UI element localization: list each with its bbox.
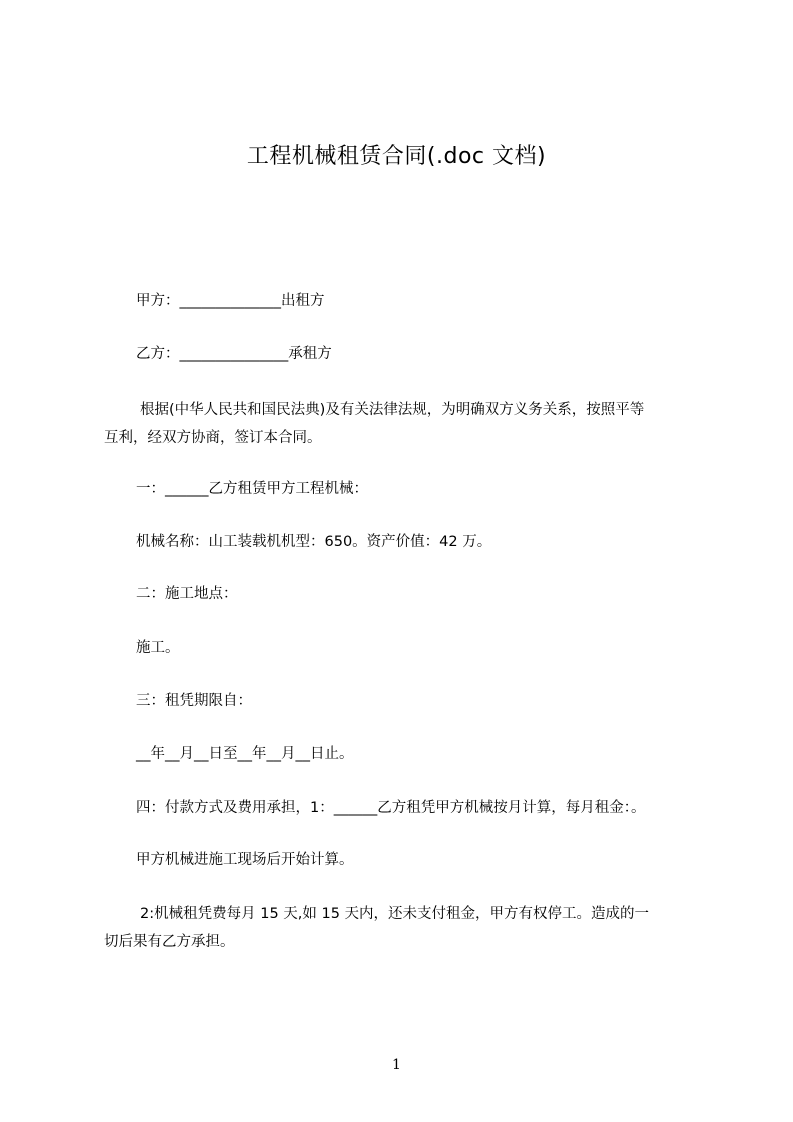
clause-2-line-2: 切后果有乙方承担。 (104, 934, 235, 950)
section-3-heading: 三：租凭期限自： (136, 693, 252, 709)
page-number: 1 (392, 1057, 401, 1073)
section-2-heading: 二：施工地点： (136, 586, 238, 602)
section-4-heading: 四：付款方式及费用承担，1：______乙方租凭甲方机械按月计算，每月租金：。 (136, 800, 646, 816)
clause-2-line-1: 2:机械租凭费每月 15 天,如 15 天内，还未支付租金，甲方有权停工。造成的一 (140, 906, 650, 922)
intro-paragraph-line-2: 互利，经双方协商，签订本合同。 (104, 430, 322, 446)
section-1-heading: 一：______乙方租赁甲方工程机械： (136, 481, 368, 497)
construction-line: 施工。 (136, 640, 180, 656)
rental-period-line: __年__月__日至__年__月__日止。 (136, 746, 354, 762)
intro-paragraph-line-1: 根据(中华人民共和国民法典)及有关法律法规，为明确双方义务关系，按照平等 (140, 402, 645, 418)
billing-start-line: 甲方机械进施工现场后开始计算。 (136, 852, 354, 868)
party-a-line: 甲方：______________出租方 (136, 293, 325, 309)
party-b-line: 乙方：_______________承租方 (136, 346, 332, 362)
document-title: 工程机械租赁合同(.doc 文档) (246, 144, 547, 169)
machine-info-line: 机械名称：山工装载机机型：650。资产价值：42 万。 (136, 534, 492, 550)
